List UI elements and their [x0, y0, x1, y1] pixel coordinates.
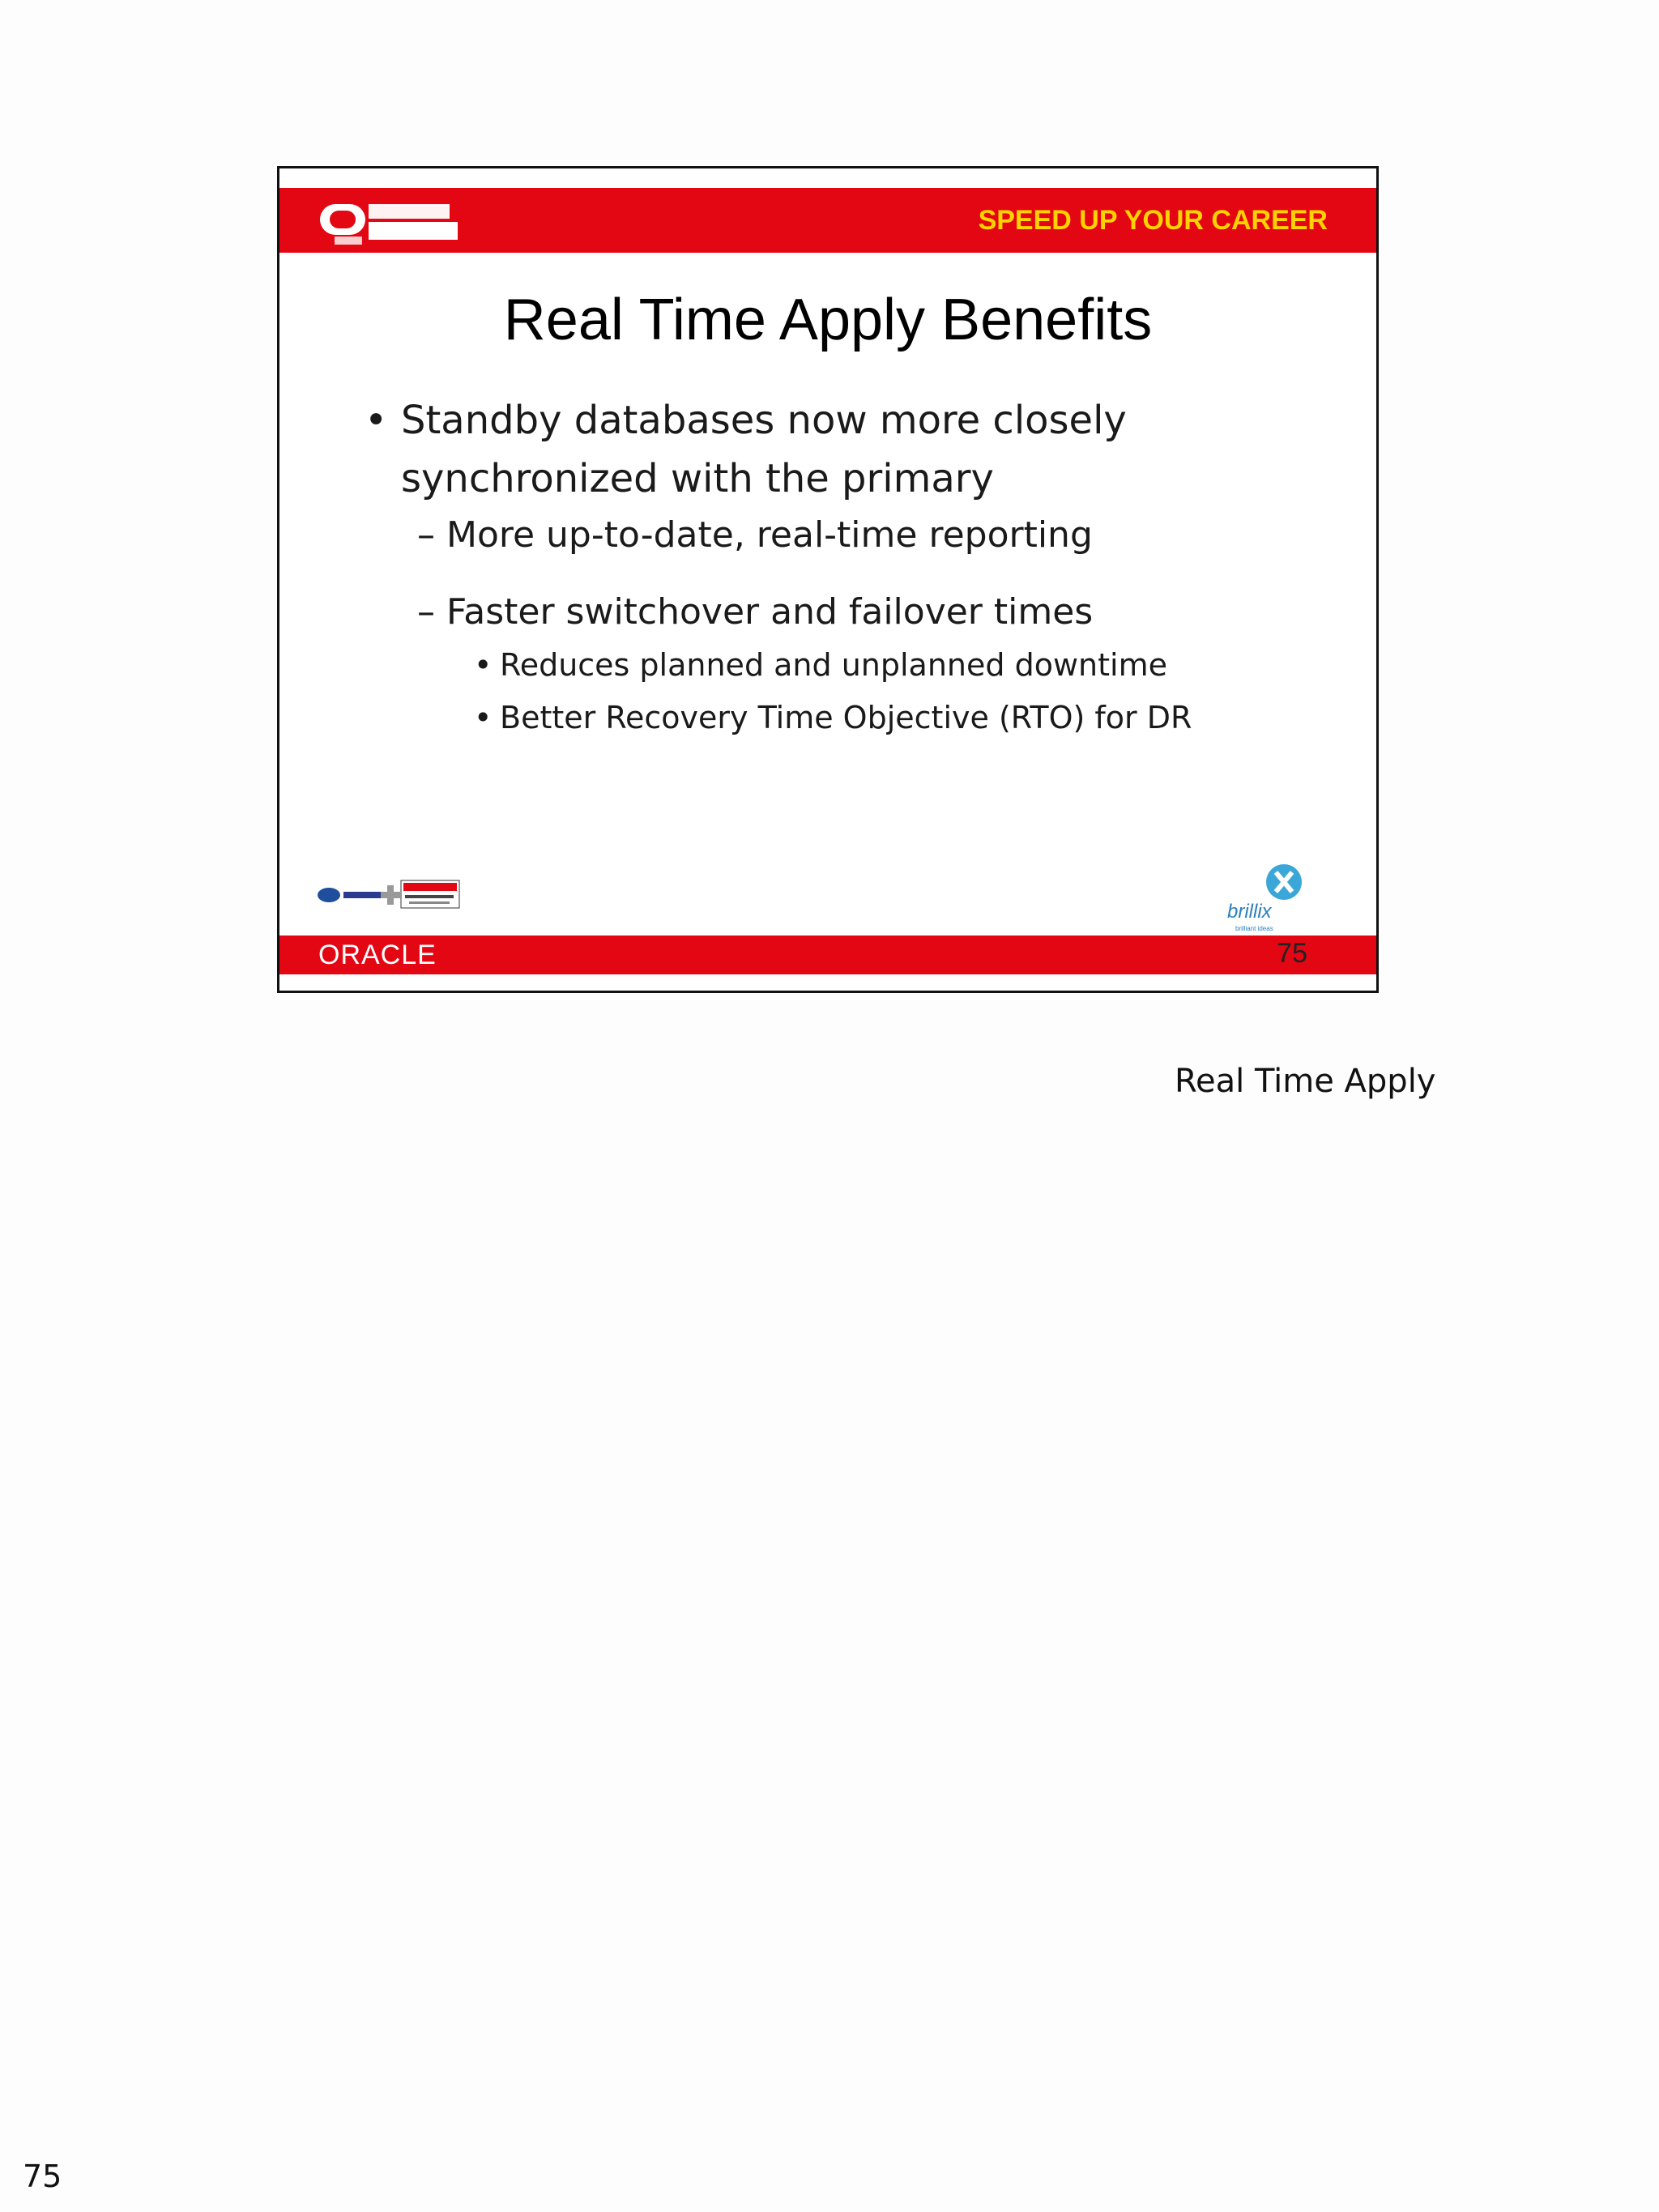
sub-bullet-1: – More up-to-date, real-time reporting [417, 514, 1093, 556]
oracle-logo: ORACLE [318, 940, 437, 970]
bullet-dot: • [474, 700, 493, 735]
sub-sub-bullet-1 [474, 645, 1350, 685]
bullet-dot: • [474, 647, 493, 683]
page-number: 75 [23, 2159, 62, 2194]
bullet-1 [365, 391, 1252, 508]
sub-bullet-2: – Faster switchover and failover times [417, 591, 1094, 633]
slide-number: 75 [1277, 938, 1307, 969]
bullet-dot: • [365, 398, 388, 443]
slide-footer-bar [279, 936, 1376, 974]
svg-text:brillix: brillix [1227, 901, 1272, 923]
sub-sub-bullet-2 [474, 697, 1350, 738]
brillix-logo [1219, 863, 1316, 936]
sub-sub-bullet-2-text: Better Recovery Time Objective (RTO) for DR [500, 700, 1192, 735]
sub-sub-bullet-1-text: Reduces planned and unplanned downtime [500, 647, 1167, 683]
slide-header-bar [279, 188, 1376, 253]
bullet-1-line-2: synchronized with the primary [401, 456, 994, 501]
slide [277, 166, 1379, 993]
speaker-notes: Real Time Apply [1175, 1063, 1436, 1100]
oracle-week-logo [318, 193, 460, 248]
john-bryce-sponsor-logo [316, 879, 462, 911]
bullet-1-line-1: Standby databases now more closely [401, 398, 1127, 443]
slide-title: Real Time Apply Benefits [503, 288, 1153, 352]
svg-text:brilliant ideas: brilliant ideas [1235, 925, 1273, 932]
tagline: SPEED UP YOUR CAREER [978, 205, 1328, 236]
